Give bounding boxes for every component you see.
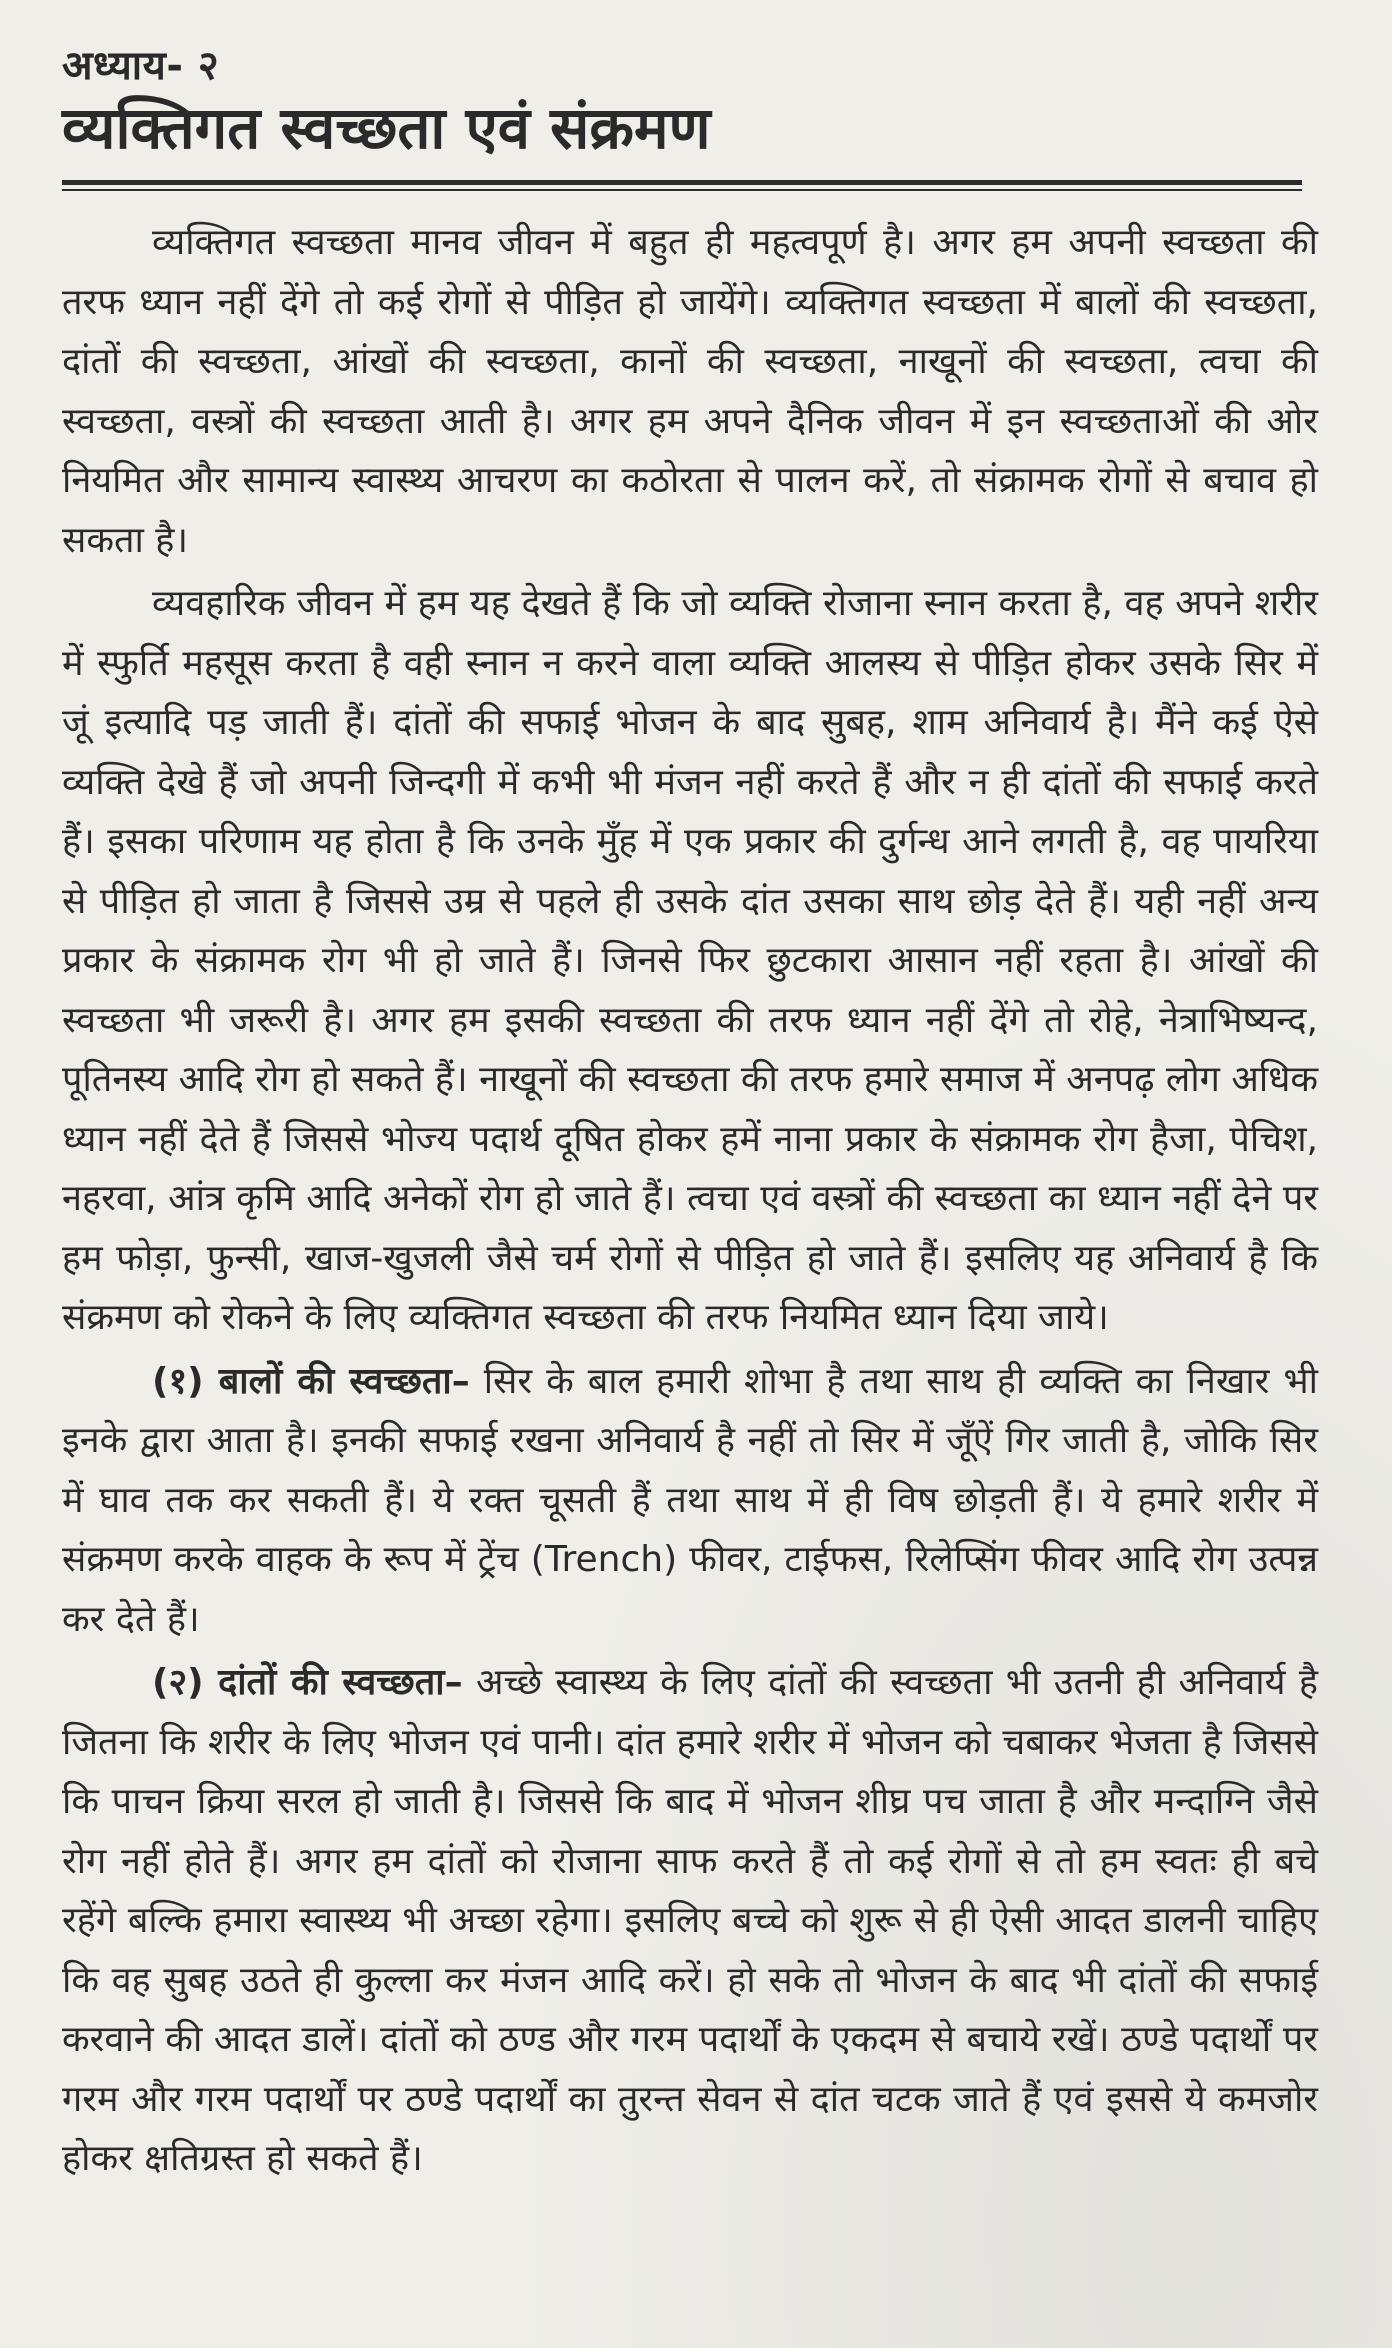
chapter-title: व्यक्तिगत स्वच्छता एवं संक्रमण (62, 94, 711, 162)
title-underline (62, 180, 1302, 191)
paragraph-practical-life (62, 574, 1318, 1348)
paragraph-text: सिर के बाल हमारी शोभा है तथा साथ ही व्यक्ति का निखार भी इनके द्वारा आता है। इनकी सफाई रखना अनिवार्य है नहीं तो सिर में जूँऐं गिर जाती है, जोकि सिर में घाव तक कर सकती हैं। ये रक्त चूसती हैं तथा साथ में ही विष छोड़ती हैं। ये हमारे शरीर में संक्रमण करके वाहक के रूप में ट्रेंच (Trench) फीवर, टाईफस, रिलेप्सिंग फीवर आदि रोग उत्पन्न कर देते हैं। (62, 1360, 1318, 1640)
paragraph-text: अच्छे स्वास्थ्य के लिए दांतों की स्वच्छता भी उतनी ही अनिवार्य है जितना कि शरीर के लिए भोजन एवं पानी। दांत हमारे शरीर में भोजन को चबाकर भेजता है जिससे कि पाचन क्रिया सरल हो जाती है। जिससे कि बाद में भोजन शीघ्र पच जाता है और मन्दाग्नि जैसे रोग नहीं होते हैं। अगर हम दांतों को रोजाना साफ करते हैं तो कई रोगों से तो हम स्वतः ही बचे रहेंगे बल्कि हमारा स्वास्थ्य भी अच्छा रहेगा। इसलिए बच्चे को शुरू से ही ऐसी आदत डालनी चाहिए कि वह सुबह उठते ही कुल्ला कर मंजन आदि करें। हो सके तो भोजन के बाद भी दांतों की सफाई करवाने की आदत डालें। दांतों को ठण्ड और गरम पदार्थों के एकदम से बचाये रखें। ठण्डे पदार्थों पर गरम और गरम पदार्थों पर ठण्डे पदार्थों का तुरन्त सेवन से दांत चटक जाते हैं एवं इससे ये कमजोर होकर क्षतिग्रस्त हो सकते हैं। (62, 1662, 1318, 2179)
paragraph-teeth-hygiene (62, 1653, 1318, 2189)
paragraph-text: व्यक्तिगत स्वच्छता मानव जीवन में बहुत ही महत्वपूर्ण है। अगर हम अपनी स्वच्छता की तरफ ध्यान नहीं देंगे तो कई रोगों से पीड़ित हो जायेंगे। व्यक्तिगत स्वच्छता में बालों की स्वच्छता, दांतों की स्वच्छता, आंखों की स्वच्छता, कानों की स्वच्छता, नाखूनों की स्वच्छता, त्वचा की स्वच्छता, वस्त्रों की स्वच्छता आती है। अगर हम अपने दैनिक जीवन में इन स्वच्छताओं की ओर नियमित और सामान्य स्वास्थ्य आचरण का कठोरता से पालन करें, तो संक्रामक रोगों से बचाव हो सकता है। (62, 222, 1318, 561)
section-heading-hair: (१) बालों की स्वच्छता– (152, 1360, 470, 1402)
section-heading-teeth: (२) दांतों की स्वच्छता– (152, 1662, 463, 1703)
chapter-number: अध्याय- २ (62, 43, 220, 89)
paragraph-hair-hygiene (62, 1352, 1318, 1650)
body-text (62, 213, 1318, 2189)
title-rule-thin (62, 189, 1302, 191)
paragraph-intro (62, 213, 1318, 570)
paragraph-text: व्यवहारिक जीवन में हम यह देखते हैं कि जो व्यक्ति रोजाना स्नान करता है, वह अपने शरीर में स्फुर्ति महसूस करता है वही स्नान न करने वाला व्यक्ति आलस्य से पीड़ित होकर उसके सिर में जूं इत्यादि पड़ जाती हैं। दांतों की सफाई भोजन के बाद सुबह, शाम अनिवार्य है। मैंने कई ऐसे व्यक्ति देखे हैं जो अपनी जिन्दगी में कभी भी मंजन नहीं करते हैं और न ही दांतों की सफाई करते हैं। इसका परिणाम यह होता है कि उनके मुँह में एक प्रकार की दुर्गन्ध आने लगती है, वह पायरिया से पीड़ित हो जाता है जिससे उम्र से पहले ही उसके दांत उसका साथ छोड़ देते हैं। यही नहीं अन्य प्रकार के संक्रामक रोग भी हो जाते हैं। जिनसे फिर छुटकारा आसान नहीं रहता है। आंखों की स्वच्छता भी जरूरी है। अगर हम इसकी स्वच्छता की तरफ ध्यान नहीं देंगे तो रोहे, नेत्राभिष्यन्द, पूतिनस्य आदि रोग हो सकते हैं। नाखूनों की स्वच्छता की तरफ हमारे समाज में अनपढ़ लोग अधिक ध्यान नहीं देते हैं जिससे भोज्य पदार्थ दूषित होकर हमें नाना प्रकार के संक्रामक रोग हैजा, पेचिश, नहरवा, आंत्र कृमि आदि अनेकों रोग हो जाते हैं। त्वचा एवं वस्त्रों की स्वच्छता का ध्यान नहीं देने पर हम फोड़ा, फुन्सी, खाज-खुजली जैसे चर्म रोगों से पीड़ित हो जाते हैं। इसलिए यह अनिवार्य है कि संक्रमण को रोकने के लिए व्यक्तिगत स्वच्छता की तरफ नियमित ध्यान दिया जाये। (62, 583, 1318, 1338)
